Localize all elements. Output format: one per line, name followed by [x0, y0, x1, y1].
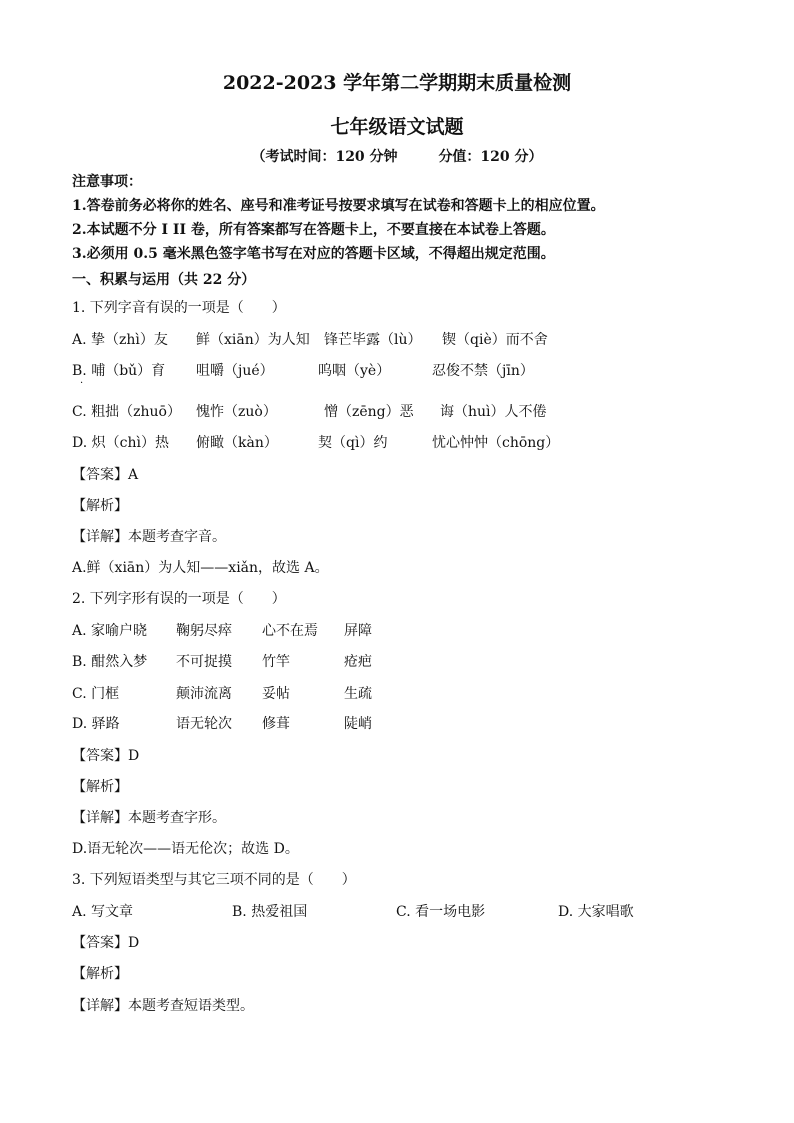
- answer-label: 【答案】A: [72, 467, 139, 483]
- option-a-item: A. 家喻户晓: [72, 623, 148, 639]
- option-b-item: 呜咽（yè）: [318, 363, 391, 379]
- option-d-item: D. 炽（chì）热: [72, 435, 169, 451]
- explain-text: D.语无轮次——语无伦次；故选 D。: [72, 841, 299, 857]
- option-b-item: 忍俊不禁（jīn）: [432, 363, 534, 379]
- option-b-item: 咀嚼（jué）: [196, 363, 274, 379]
- analysis-label: 【解析】: [72, 779, 128, 795]
- option-b-item: 疮疤: [344, 654, 372, 670]
- section-heading: 一、积累与运用（共 22 分）: [72, 272, 256, 288]
- option-d: D. 大家唱歌: [558, 904, 634, 920]
- option-a-item: 锋芒毕露（lù）: [324, 332, 422, 348]
- option-d-item: 修葺: [262, 716, 290, 732]
- question-stem: 1. 下列字音有误的一项是（ ）: [72, 300, 286, 316]
- detail-text: 【详解】本题考查字形。: [72, 810, 226, 826]
- option-a-item: 心不在焉: [262, 623, 318, 639]
- note-item: 3.必须用 0.5 毫米黑色签字笔书写在对应的答题卡区域，不得超出规定范围。: [72, 246, 555, 262]
- note-item: 1.答卷前务必将你的姓名、座号和准考证号按要求填写在试卷和答题卡上的相应位置。: [72, 198, 605, 214]
- option-b: B. 热爱祖国: [232, 904, 308, 920]
- answer-label: 【答案】D: [72, 935, 140, 951]
- option-c-item: 诲（huì）人不倦: [440, 404, 547, 420]
- option-b-item: 不可捉摸: [176, 654, 232, 670]
- option-a-item: 屏障: [344, 623, 372, 639]
- option-b-item: 竹竿: [262, 654, 290, 670]
- option-a: A. 写文章: [72, 904, 134, 920]
- option-c-item: 颠沛流离: [176, 686, 232, 702]
- option-a-item: 鞠躬尽瘁: [176, 623, 232, 639]
- option-b-item: B. 酣然入梦: [72, 654, 148, 670]
- explain-text: A.鲜（xiān）为人知——xiǎn，故选 A。: [72, 560, 329, 576]
- question-stem: 3. 下列短语类型与其它三项不同的是（ ）: [72, 872, 356, 888]
- option-c-item: 生疏: [344, 686, 372, 702]
- option-d-item: 忧心忡忡（chōng）: [432, 435, 560, 451]
- exam-score: 分值：120 分）: [438, 149, 543, 165]
- exam-info: [0, 146, 794, 166]
- option-d-item: D. 驿路: [72, 716, 120, 732]
- answer-label: 【答案】D: [72, 748, 140, 764]
- emphasis-dot: ·: [80, 378, 84, 389]
- option-a-item: 鲜（xiān）为人知: [196, 332, 310, 348]
- question-stem: 2. 下列字形有误的一项是（ ）: [72, 591, 286, 607]
- analysis-label: 【解析】: [72, 498, 128, 514]
- option-c-item: 愧怍（zuò）: [196, 404, 277, 420]
- option-b-item: B. 哺（bǔ）育: [72, 363, 166, 379]
- option-d-item: 俯瞰（kàn）: [196, 435, 278, 451]
- exam-title: 2022-2023 学年第二学期期末质量检测: [222, 72, 572, 94]
- exam-subtitle: 七年级语文试题: [330, 116, 464, 138]
- option-c-item: 妥帖: [262, 686, 290, 702]
- option-d-item: 陡峭: [344, 716, 372, 732]
- analysis-label: 【解析】: [72, 966, 128, 982]
- option-d-item: 语无轮次: [176, 716, 232, 732]
- option-c-item: C. 粗拙（zhuō）: [72, 404, 181, 420]
- detail-text: 【详解】本题考查字音。: [72, 529, 226, 545]
- option-a-item: A. 挚（zhì）友: [72, 332, 168, 348]
- option-d-item: 契（qì）约: [318, 435, 388, 451]
- option-c-item: 憎（zēng）恶: [324, 404, 414, 420]
- option-a-item: 锲（qiè）而不舍: [442, 332, 548, 348]
- option-c-item: C. 门框: [72, 686, 120, 702]
- notes-heading: 注意事项：: [72, 174, 142, 190]
- note-item: 2.本试题不分 I II 卷，所有答案都写在答题卡上，不要直接在本试卷上答题。: [72, 222, 555, 238]
- detail-text: 【详解】本题考查短语类型。: [72, 998, 254, 1014]
- option-c: C. 看一场电影: [396, 904, 486, 920]
- exam-time: （考试时间：120 分钟: [251, 149, 398, 165]
